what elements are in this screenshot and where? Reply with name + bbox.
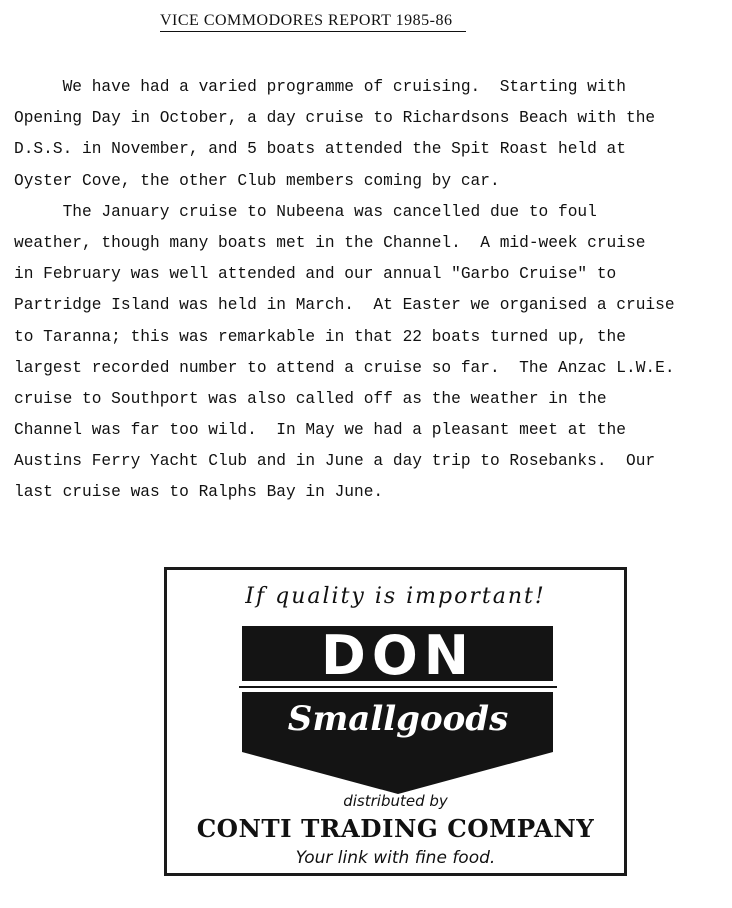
advertisement — [164, 567, 627, 876]
ad-tagline: Your link with fine food. — [295, 848, 496, 868]
report-line: Partridge Island was held in March. At Easter we organised a cruise — [14, 296, 675, 315]
sub-brand-text: Smallgoods — [287, 699, 509, 739]
report-line: last cruise was to Ralphs Bay in June. — [14, 483, 384, 502]
report-line: Opening Day in October, a day cruise to Richardsons Beach with the — [14, 109, 656, 128]
report-line: largest recorded number to attend a cruise so far. The Anzac L.W.E. — [14, 358, 675, 377]
don-smallgoods-logo — [239, 626, 557, 798]
report-line: We have had a varied programme of cruising. Starting with — [14, 78, 626, 96]
brand-text: DON — [321, 626, 475, 687]
report-body — [14, 72, 720, 509]
report-line: Channel was far too wild. In May we had a pleasant meet at the — [14, 421, 626, 440]
report-line: D.S.S. in November, and 5 boats attended the Spit Roast held at — [14, 140, 626, 159]
distributed-by-label: distributed by — [343, 792, 448, 810]
report-line: weather, though many boats met in the Channel. A mid-week cruise — [14, 233, 646, 252]
report-line: cruise to Southport was also called off as the weather in the — [14, 389, 607, 408]
company-name: CONTI TRADING COMPANY — [196, 814, 595, 843]
report-line: to Taranna; this was remarkable in that 22 boats turned up, the — [14, 327, 626, 346]
report-line: Austins Ferry Yacht Club and in June a day trip to Rosebanks. Our — [14, 452, 656, 471]
report-title: VICE COMMODORES REPORT 1985-86 — [160, 12, 466, 32]
ad-slogan: If quality is important! — [245, 584, 546, 609]
report-line: in February was well attended and our annual "Garbo Cruise" to — [14, 265, 617, 284]
report-line: Oyster Cove, the other Club members coming by car. — [14, 171, 500, 190]
report-line: The January cruise to Nubeena was cancelled due to foul — [14, 202, 597, 221]
